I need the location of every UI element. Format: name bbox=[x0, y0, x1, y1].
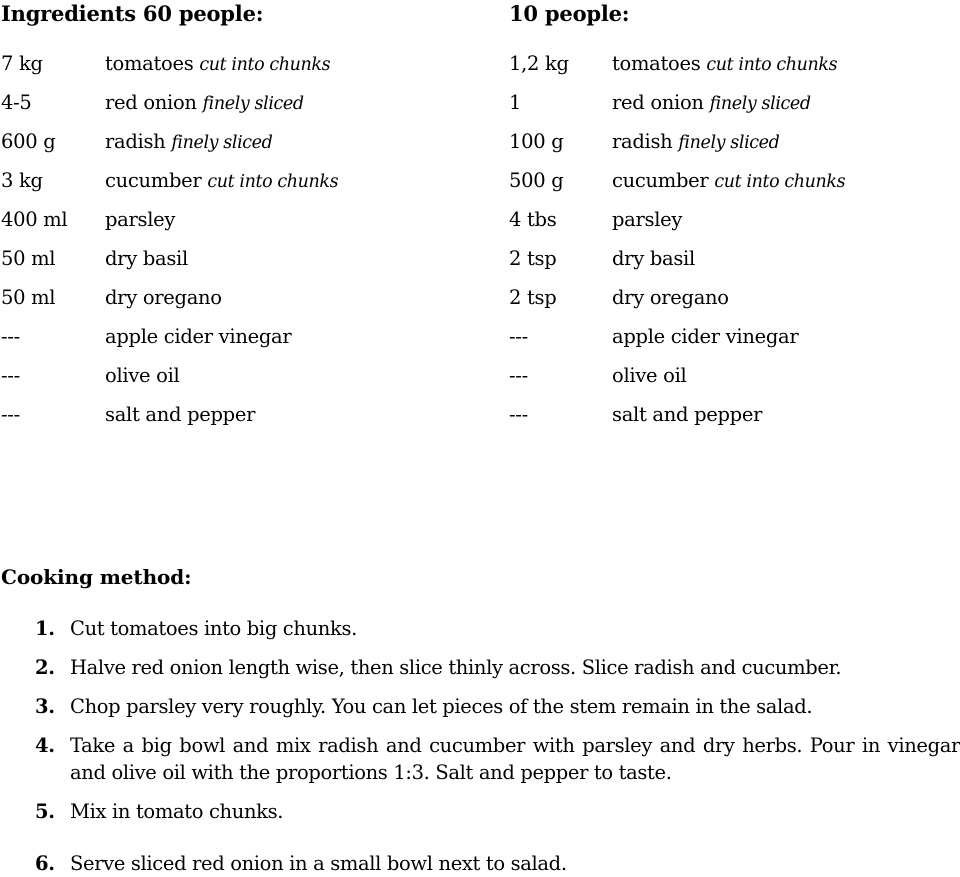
ingredient-quantity: 50 ml bbox=[1, 286, 56, 309]
ingredient-label: cucumber bbox=[105, 169, 202, 192]
step-text: Cut tomatoes into big chunks. bbox=[70, 617, 357, 640]
ingredient-name bbox=[612, 128, 779, 157]
ingredient-quantity: 2 tsp bbox=[509, 286, 557, 309]
ingredient-name: apple cider vinegar bbox=[105, 325, 292, 348]
ingredient-name: apple cider vinegar bbox=[612, 325, 799, 348]
ingredient-quantity: 7 kg bbox=[1, 52, 43, 75]
ingredient-quantity: 3 kg bbox=[1, 169, 43, 192]
ingredient-label: red onion bbox=[105, 91, 197, 114]
ingredient-note: cut into chunks bbox=[207, 172, 339, 192]
ingredient-quantity: 50 ml bbox=[1, 247, 56, 270]
ingredient-note: finely sliced bbox=[709, 94, 811, 114]
ingredient-name: salt and pepper bbox=[612, 403, 763, 426]
ingredient-name: salt and pepper bbox=[105, 403, 256, 426]
ingredient-name: parsley bbox=[612, 208, 683, 231]
ingredient-name bbox=[612, 50, 837, 79]
ingredient-label: red onion bbox=[612, 91, 704, 114]
step-number: 5. bbox=[35, 800, 55, 823]
ingredient-quantity: --- bbox=[1, 403, 20, 426]
cooking-method-title: Cooking method: bbox=[1, 565, 192, 589]
ingredient-quantity: --- bbox=[509, 364, 528, 387]
ingredient-note: finely sliced bbox=[678, 133, 780, 153]
ingredient-quantity: 100 g bbox=[509, 130, 564, 153]
ingredients-10-title: 10 people: bbox=[509, 1, 630, 26]
ingredient-quantity: 4-5 bbox=[1, 91, 32, 114]
ingredient-name bbox=[105, 128, 272, 157]
step-text: Take a big bowl and mix radish and cucumber with parsley and dry herbs. Pour in vinegar and olive oil with the proportions 1:3. Salt and pepper to taste. bbox=[70, 734, 960, 784]
ingredient-note: cut into chunks bbox=[199, 55, 331, 75]
ingredient-quantity: 1 bbox=[509, 91, 522, 114]
step-text: Halve red onion length wise, then slice thinly across. Slice radish and cucumber. bbox=[70, 656, 842, 679]
ingredient-name: dry basil bbox=[612, 247, 695, 270]
ingredient-name bbox=[612, 167, 845, 196]
ingredient-quantity: 400 ml bbox=[1, 208, 68, 231]
ingredient-quantity: 600 g bbox=[1, 130, 56, 153]
ingredient-label: radish bbox=[612, 130, 673, 153]
step-number: 4. bbox=[35, 734, 55, 757]
ingredient-name: dry basil bbox=[105, 247, 188, 270]
ingredient-quantity: 2 tsp bbox=[509, 247, 557, 270]
ingredient-quantity: --- bbox=[509, 403, 528, 426]
ingredient-name: olive oil bbox=[612, 364, 687, 387]
ingredient-name bbox=[105, 89, 304, 118]
ingredient-name: olive oil bbox=[105, 364, 180, 387]
ingredient-name bbox=[105, 167, 338, 196]
ingredient-name: dry oregano bbox=[612, 286, 729, 309]
step-number: 2. bbox=[35, 656, 55, 679]
step-number: 3. bbox=[35, 695, 55, 718]
ingredient-note: cut into chunks bbox=[714, 172, 846, 192]
ingredient-note: finely sliced bbox=[171, 133, 273, 153]
ingredient-quantity: 500 g bbox=[509, 169, 564, 192]
ingredient-name bbox=[105, 50, 330, 79]
step-text: Mix in tomato chunks. bbox=[70, 800, 284, 823]
ingredient-note: finely sliced bbox=[202, 94, 304, 114]
ingredient-label: radish bbox=[105, 130, 166, 153]
ingredient-label: tomatoes bbox=[105, 52, 194, 75]
ingredient-quantity: --- bbox=[1, 364, 20, 387]
ingredient-quantity: --- bbox=[509, 325, 528, 348]
ingredient-name bbox=[612, 89, 811, 118]
ingredient-name: parsley bbox=[105, 208, 176, 231]
ingredient-name: dry oregano bbox=[105, 286, 222, 309]
ingredient-quantity: --- bbox=[1, 325, 20, 348]
step-text: Serve sliced red onion in a small bowl next to salad. bbox=[70, 852, 567, 875]
ingredient-note: cut into chunks bbox=[706, 55, 838, 75]
ingredient-quantity: 1,2 kg bbox=[509, 52, 569, 75]
step-number: 1. bbox=[35, 617, 55, 640]
step-text: Chop parsley very roughly. You can let pieces of the stem remain in the salad. bbox=[70, 695, 813, 718]
ingredient-quantity: 4 tbs bbox=[509, 208, 557, 231]
ingredient-label: cucumber bbox=[612, 169, 709, 192]
ingredient-label: tomatoes bbox=[612, 52, 701, 75]
step-number: 6. bbox=[35, 852, 55, 875]
ingredients-60-title: Ingredients 60 people: bbox=[1, 1, 264, 26]
